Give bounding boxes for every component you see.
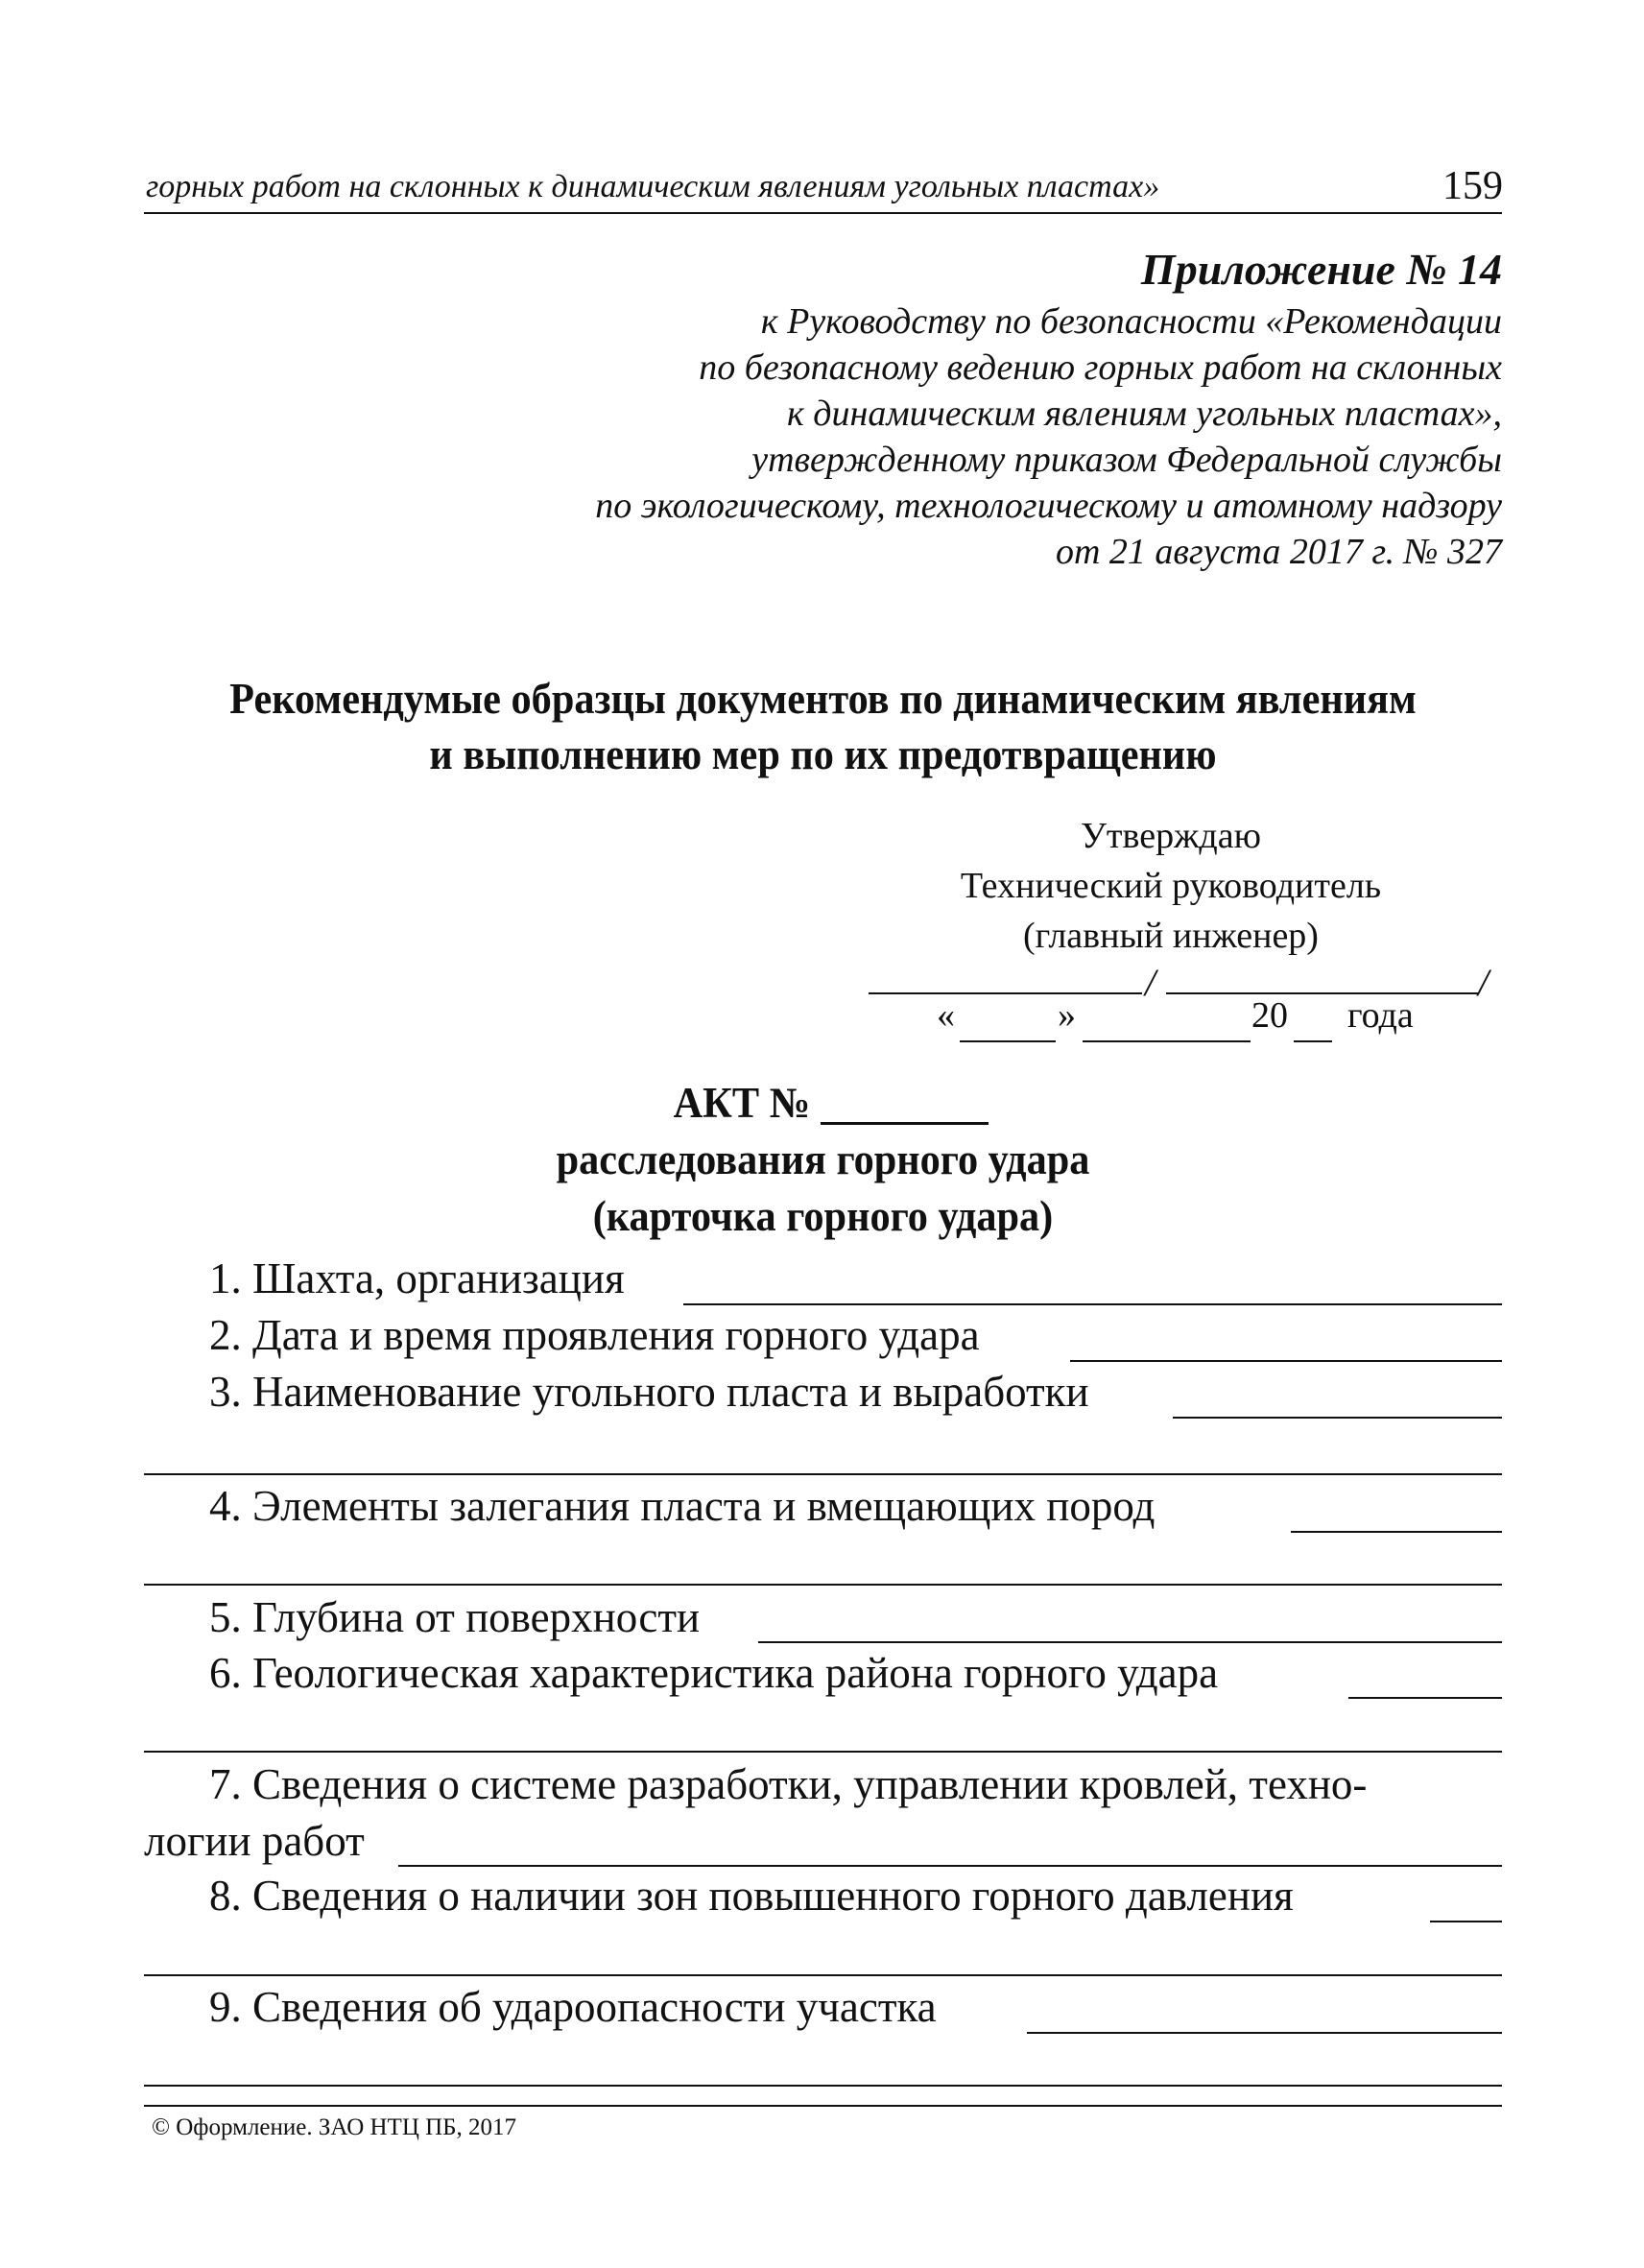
- date-year-prefix: 20: [1251, 995, 1288, 1036]
- page-number: 159: [1442, 164, 1503, 208]
- act-subtitle: расследования горного удара: [556, 1135, 1090, 1183]
- item-mining-system-field: [398, 1865, 1502, 1867]
- appendix-line: к Руководству по безопасности «Рекомендации: [760, 301, 1502, 342]
- approval-block: [864, 811, 1478, 961]
- item-pressure-zones-field-line: [144, 1974, 1502, 1976]
- item-pressure-zones-field: [1430, 1921, 1502, 1922]
- item-bedding-field: [1291, 1531, 1502, 1533]
- item-datetime-field: [1070, 1360, 1502, 1362]
- name-line: [1166, 992, 1478, 994]
- approval-position-note: (главный инженер): [1023, 916, 1319, 956]
- date-month-line: [1083, 1040, 1251, 1042]
- date-day-line: [960, 1040, 1056, 1042]
- header-rule: [144, 212, 1502, 214]
- item-mining-system: 7. Сведения о системе разработки, управлении кровлей, техно-: [209, 1760, 1368, 1808]
- document-heading: [184, 671, 1461, 782]
- act-subtitle2: (карточка горного удара): [592, 1192, 1054, 1240]
- appendix-line: по безопасному ведению горных работ на склонных: [699, 347, 1502, 388]
- act-title: АКТ №: [673, 1079, 811, 1127]
- date-quote-close: »: [1058, 995, 1076, 1036]
- footer-copyright: © Оформление. ЗАО НТЦ ПБ, 2017: [152, 2114, 517, 2140]
- item-geology-field: [1348, 1697, 1502, 1699]
- item-geology: 6. Геологическая характеристика района горного удара: [209, 1649, 1219, 1697]
- item-burst-hazard-field: [1027, 2032, 1502, 2034]
- item-burst-hazard-field-line: [144, 2085, 1502, 2087]
- appendix-title: Приложение № 14: [1140, 245, 1502, 294]
- item-mine-field: [683, 1303, 1502, 1305]
- appendix-line: к динамическим явлениям угольных пластах»,: [786, 394, 1502, 434]
- item-pressure-zones: 8. Сведения о наличии зон повышенного горного давления: [209, 1872, 1294, 1920]
- approval-word: Утверждаю: [1081, 816, 1261, 856]
- date-year-line: [1294, 1040, 1332, 1042]
- item-depth: 5. Глубина от поверхности: [209, 1593, 701, 1641]
- appendix-line: утвержденному приказом Федеральной службы: [751, 440, 1502, 480]
- appendix-line: от 21 августа 2017 г. № 327: [1055, 532, 1502, 572]
- item-seam-field-line: [144, 1473, 1502, 1475]
- date-year-word: года: [1347, 995, 1414, 1036]
- item-burst-hazard: 9. Сведения об удароопасности участка: [209, 1983, 937, 2031]
- approval-position: Технический руководитель: [960, 866, 1382, 906]
- appendix-block: [446, 243, 1502, 575]
- item-seam: 3. Наименование угольного пласта и выработки: [209, 1368, 1089, 1416]
- item-mining-system-cont: логии работ: [144, 1817, 365, 1865]
- item-mine: 1. Шахта, организация: [209, 1254, 625, 1302]
- item-bedding: 4. Элементы залегания пласта и вмещающих пород: [209, 1482, 1156, 1530]
- item-seam-field: [1173, 1417, 1502, 1419]
- item-geology-field-line: [144, 1751, 1502, 1753]
- item-datetime: 2. Дата и время проявления горного удара: [209, 1311, 980, 1359]
- heading-line: Рекомендумые образцы документов по динамическим явлениям: [229, 675, 1417, 723]
- item-depth-field: [758, 1641, 1502, 1643]
- appendix-line: по экологическому, технологическому и атомному надзору: [595, 486, 1502, 526]
- footer-rule: [144, 2105, 1502, 2107]
- running-header: горных работ на склонных к динамическим явлениям угольных пластах»: [146, 169, 1160, 204]
- signature-slash: /: [1145, 961, 1156, 1004]
- signature-line: [869, 992, 1142, 994]
- item-bedding-field-line: [144, 1584, 1502, 1586]
- act-number-line: [821, 1122, 989, 1125]
- date-quote-open: «: [937, 995, 955, 1036]
- act-heading: [184, 1075, 1461, 1245]
- name-slash: /: [1478, 961, 1489, 1004]
- heading-line: и выполнению мер по их предотвращению: [429, 730, 1217, 778]
